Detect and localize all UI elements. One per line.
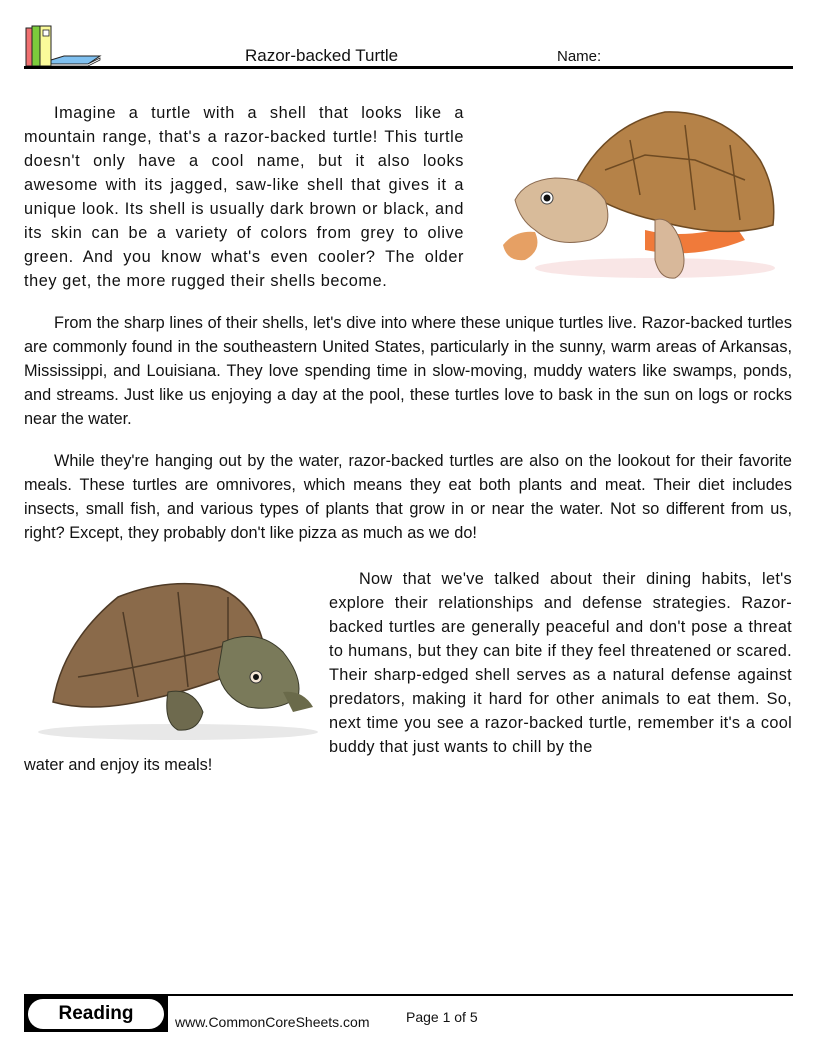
page-number: Page 1 of 5: [406, 1009, 478, 1025]
name-label: Name:: [557, 48, 602, 65]
site-url: www.CommonCoreSheets.com: [175, 1014, 370, 1030]
subject-badge-label: Reading: [28, 999, 164, 1029]
subject-badge: [24, 996, 168, 1032]
turtle-image-1: [495, 100, 785, 285]
page-title: Razor-backed Turtle: [245, 46, 399, 65]
paragraph-4: Now that we've talked about their dining habits, let's explore their relationships and defense strategies. Razor-backed turtles are generally peaceful and don't pose a threat to humans, but they can bite if they feel threatened or scared. Their sharp-edged shell serves as a natural defense against predators, making it hard for other animals to eat them. So, next time you see a razor-backed turtle, remember it's a cool buddy that just wants to chill by the: [329, 570, 792, 756]
paragraph-4-continuation: water and enjoy its meals!: [24, 756, 213, 774]
books-icon: [24, 24, 104, 68]
turtle-image-2: [28, 572, 318, 742]
paragraph-3: While they're hanging out by the water, razor-backed turtles are also on the lookout for their favorite meals. These turtles are omnivores, which means they eat both plants and meat. Their diet includes insects, small fish, and various types of plants that grow in or near the water. Not so different from us, right? Except, they probably don't like pizza as much as we do!: [24, 452, 792, 542]
page-header: [24, 22, 792, 70]
paragraph-2: From the sharp lines of their shells, let's dive into where these unique turtles live. Razor-backed turtles are commonly found in the southeastern United States, particularly in the sunny, warm areas of Arkansas, Mississippi, and Louisiana. They love spending time in slow-moving, muddy waters like swamps, ponds, and streams. Just like us enjoying a day at the pool, these turtles love to bask in the sun on logs or rocks near the water.: [24, 314, 792, 428]
paragraph-1: Imagine a turtle with a shell that looks like a mountain range, that's a razor-backed turtle! This turtle doesn't only have a cool name, but it also looks awesome with its jagged, saw-like shell that gives it a unique look. Its shell is usually dark brown or black, and its skin can be a variety of colors from grey to olive green. And you know what's even cooler? The older they get, the more rugged their shells become.: [24, 104, 464, 290]
header-divider: [24, 66, 793, 69]
